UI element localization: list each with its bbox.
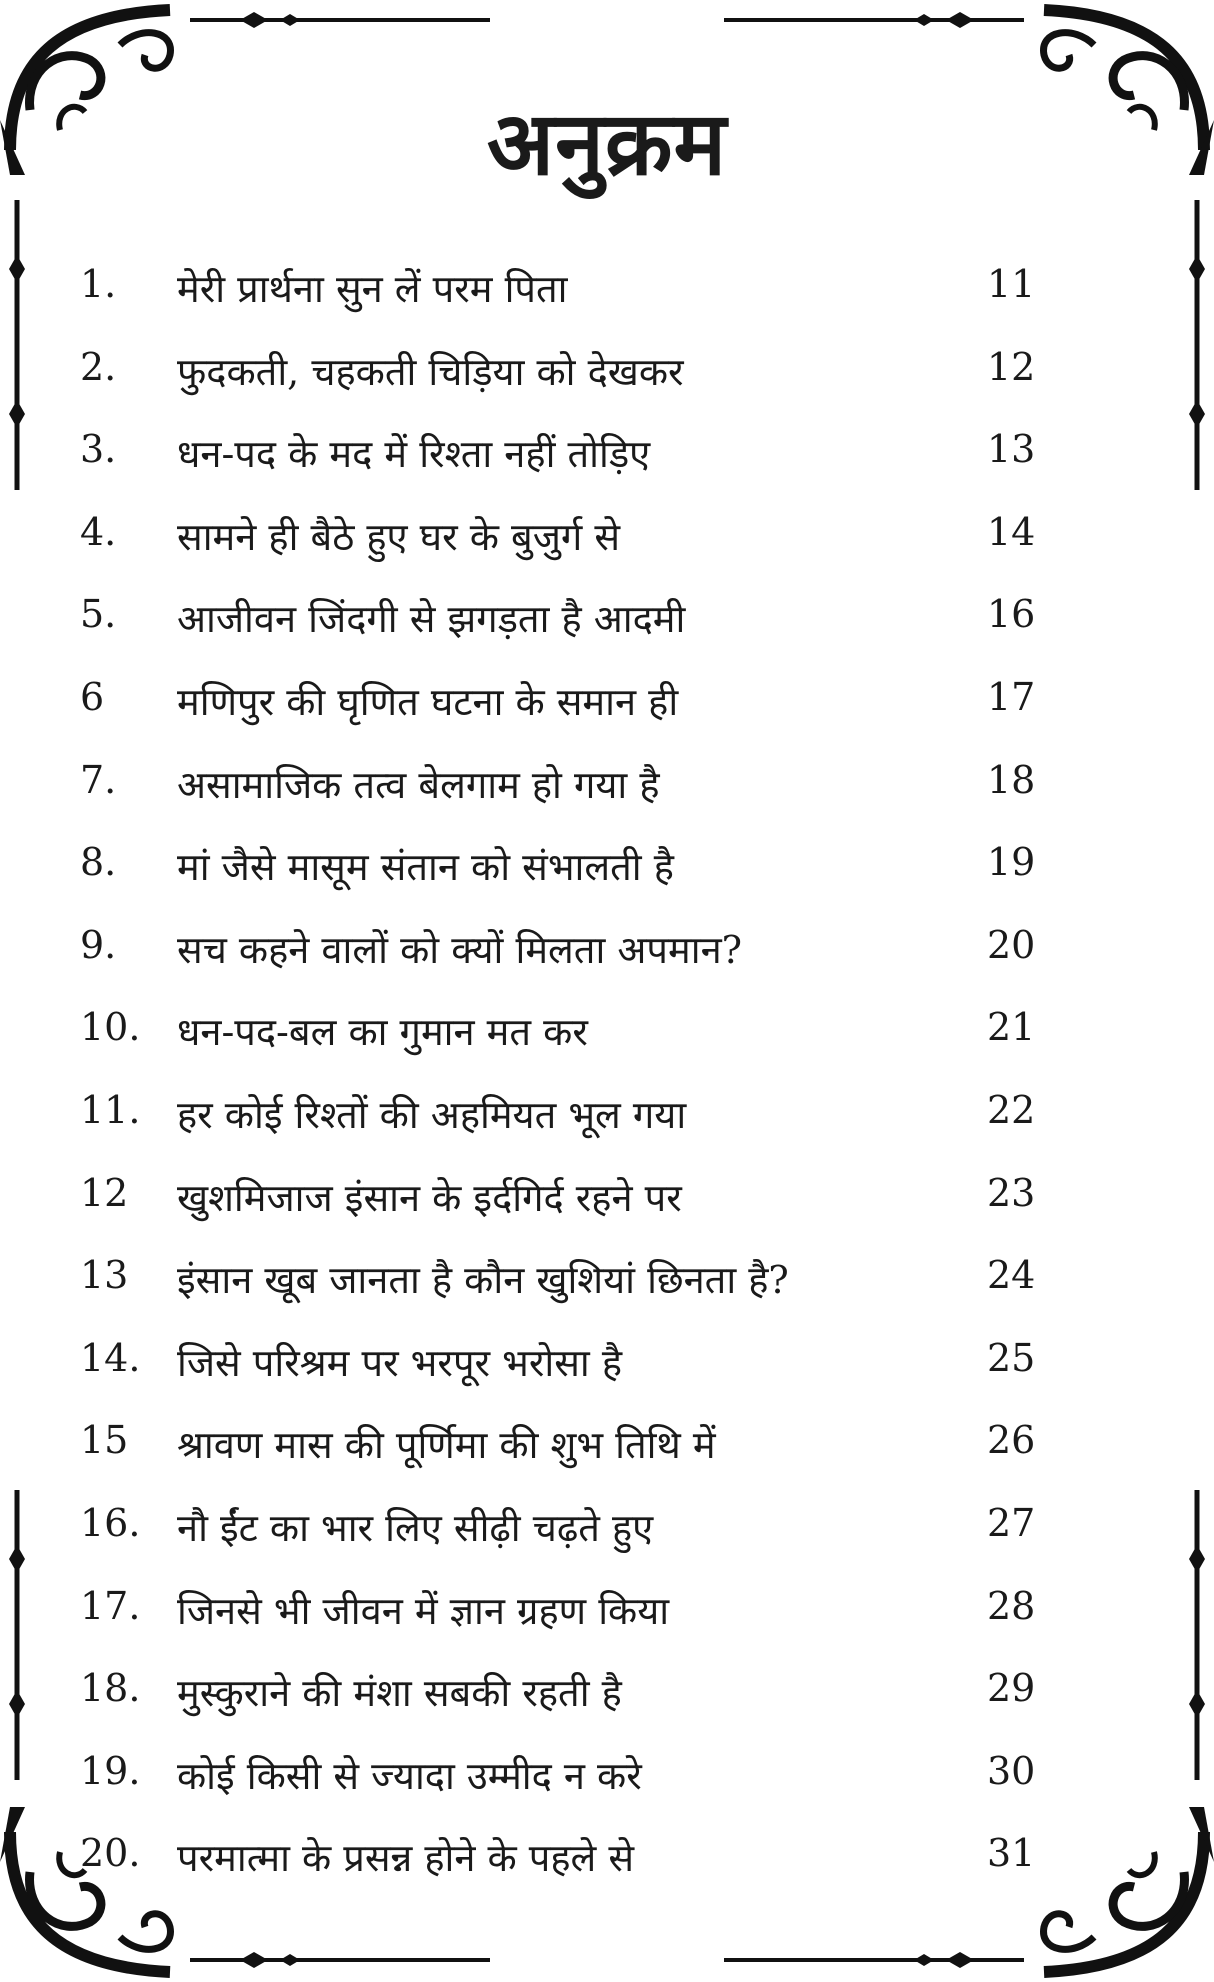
entry-page: 27 [987,1501,1036,1545]
entry-title: धन-पद के मद में रिश्ता नहीं तोड़िए [177,432,651,477]
toc-entry [0,262,1214,344]
toc-entry [0,1005,1214,1087]
entry-page: 18 [987,757,1036,802]
entry-number: 13 [80,1253,129,1298]
entry-number: 1. [80,262,117,306]
toc-entry [0,592,1214,674]
entry-title: धन-पद-बल का गुमान मत कर [177,1010,588,1055]
toc-entry [0,427,1214,509]
entry-page: 20 [987,922,1036,967]
entry-title: कोई किसी से ज्यादा उम्मीद न करे [177,1753,642,1798]
entry-page: 17 [987,675,1036,719]
entry-page: 28 [987,1583,1036,1628]
entry-number: 18. [80,1666,141,1711]
entry-number: 16. [80,1501,141,1545]
entry-title: फुदकती, चहकती चिड़िया को देखकर [177,349,684,394]
entry-number: 10. [80,1005,141,1050]
entry-page: 11 [987,262,1036,306]
toc-entry [0,1749,1214,1831]
toc-entry [0,1584,1214,1666]
entry-page: 29 [987,1666,1036,1711]
entry-page: 14 [987,509,1036,554]
entry-number: 19. [80,1748,141,1793]
toc-entry [0,1088,1214,1170]
toc-entry [0,1666,1214,1748]
page-title: अनुक्रम [486,91,728,195]
entry-title: इंसान खूब जानता है कौन खुशियां छिनता है? [177,1258,789,1303]
entry-number: 8. [80,840,117,885]
entry-page: 23 [987,1170,1036,1215]
entry-page: 16 [987,592,1036,637]
entry-title: मुस्कुराने की मंशा सबकी रहती है [177,1671,622,1716]
entry-page: 24 [987,1253,1036,1298]
toc-entry [0,758,1214,840]
toc-entry [0,1253,1214,1335]
entry-title: मेरी प्रार्थना सुन लें परम पिता [177,267,568,311]
entry-page: 12 [987,344,1036,389]
entry-title: श्रावण मास की पूर्णिमा की शुभ तिथि में [177,1423,716,1468]
entry-number: 15 [80,1418,129,1463]
entry-page: 19 [987,840,1036,885]
entry-number: 2. [80,344,117,389]
entry-page: 22 [987,1088,1036,1132]
entry-number: 3. [80,427,117,472]
entry-number: 12 [80,1170,129,1215]
entry-number: 17. [80,1583,141,1628]
toc-entry [0,923,1214,1005]
entry-title: जिनसे भी जीवन में ज्ञान ग्रहण किया [177,1588,670,1633]
toc-entry [0,345,1214,427]
entry-title: सच कहने वालों को क्यों मिलता अपमान? [177,927,743,972]
toc-entry [0,840,1214,922]
entry-title: मणिपुर की घृणित घटना के समान ही [177,680,679,724]
entry-number: 7. [80,757,117,802]
toc-entry [0,675,1214,757]
entry-title: खुशमिजाज इंसान के इर्दगिर्द रहने पर [177,1175,682,1220]
entry-number: 14. [80,1335,141,1380]
entry-page: 25 [987,1335,1036,1380]
entry-number: 4. [80,509,117,554]
entry-number: 5. [80,592,117,637]
entry-page: 21 [987,1005,1036,1050]
entry-number: 6 [80,675,105,719]
toc-entry [0,1831,1214,1913]
entry-number: 20. [80,1831,141,1876]
toc-entry [0,1501,1214,1583]
entry-title: सामने ही बैठे हुए घर के बुजुर्ग से [177,514,621,559]
entry-page: 30 [987,1748,1036,1793]
entry-title: नौ ईंट का भार लिए सीढ़ी चढ़ते हुए [177,1506,654,1550]
toc-entry [0,1171,1214,1253]
toc-entry [0,510,1214,592]
entry-page: 31 [987,1831,1036,1876]
entry-title: मां जैसे मासूम संतान को संभालती है [177,845,674,890]
entry-title: जिसे परिश्रम पर भरपूर भरोसा है [177,1340,623,1385]
toc-entry [0,1418,1214,1500]
entry-page: 13 [987,427,1036,472]
entry-title: असामाजिक तत्व बेलगाम हो गया है [177,762,660,807]
entry-number: 9. [80,922,117,967]
entry-title: परमात्मा के प्रसन्न होने के पहले से [177,1836,635,1881]
entry-title: हर कोई रिश्तों की अहमियत भूल गया [177,1093,687,1137]
entry-title: आजीवन जिंदगी से झगड़ता है आदमी [177,597,686,642]
entry-page: 26 [987,1418,1036,1463]
entry-number: 11. [80,1088,141,1132]
toc-entry [0,1336,1214,1418]
